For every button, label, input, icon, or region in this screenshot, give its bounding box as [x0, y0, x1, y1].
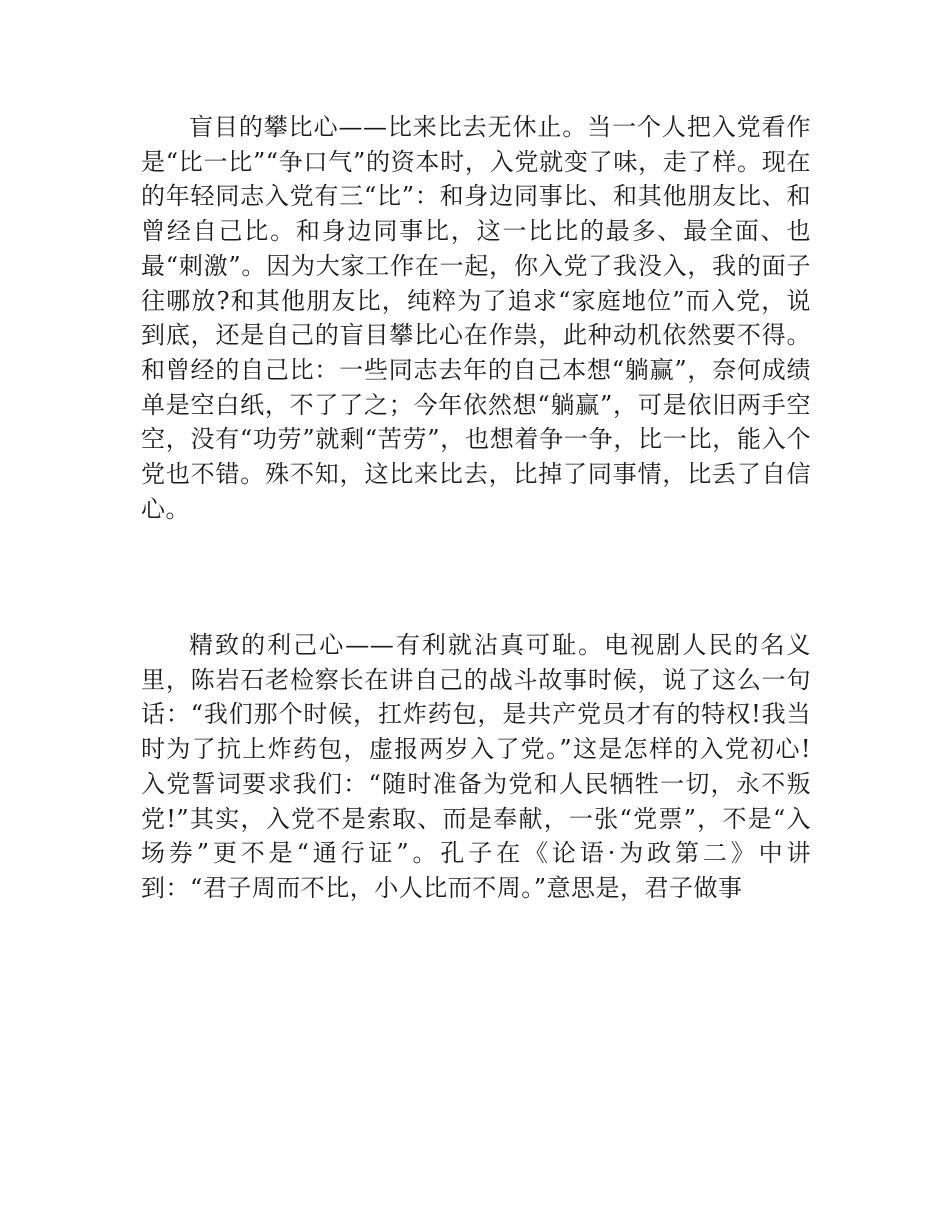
paragraph-blind-comparison: 盲目的攀比心——比来比去无休止。当一个人把入党看作是“比一比”“争口气”的资本时，入党就变了味，走了样。现在的年轻同志入党有三“比”：和身边同事比、和其他朋友比、和曾经自己比。和身边同事比，这一比比的最多、最全面、也最“刺激”。因为大家工作在一起，你入党了我没入，我的面子往哪放?和其他朋友比，纯粹为了追求“家庭地位”而入党，说到底，还是自己的盲目攀比心在作祟，此种动机依然要不得。和曾经的自己比：一些同志去年的自己本想“躺赢”，奈何成绩单是空白纸，不了了之；今年依然想“躺赢”，可是依旧两手空空，没有“功劳”就剩“苦劳”，也想着争一争，比一比，能入个党也不错。殊不知，这比来比去，比掉了同事情，比丢了自信心。: [141, 113, 811, 523]
paragraph-self-interest: 精致的利己心——有利就沾真可耻。电视剧人民的名义里，陈岩石老检察长在讲自己的战斗故事时候，说了这么一句话：“我们那个时候，扛炸药包，是共产党员才有的特权!我当时为了抗上炸药包，虚报两岁入了党。”这是怎样的入党初心!入党誓词要求我们：“随时准备为党和人民牺牲一切，永不叛党!”其实，入党不是索取、而是奉献，一张“党票”，不是“入场券”更不是“通行证”。孔子在《论语·为政第二》中讲到：“君子周而不比，小人比而不周。”意思是，君子做事: [141, 631, 811, 902]
